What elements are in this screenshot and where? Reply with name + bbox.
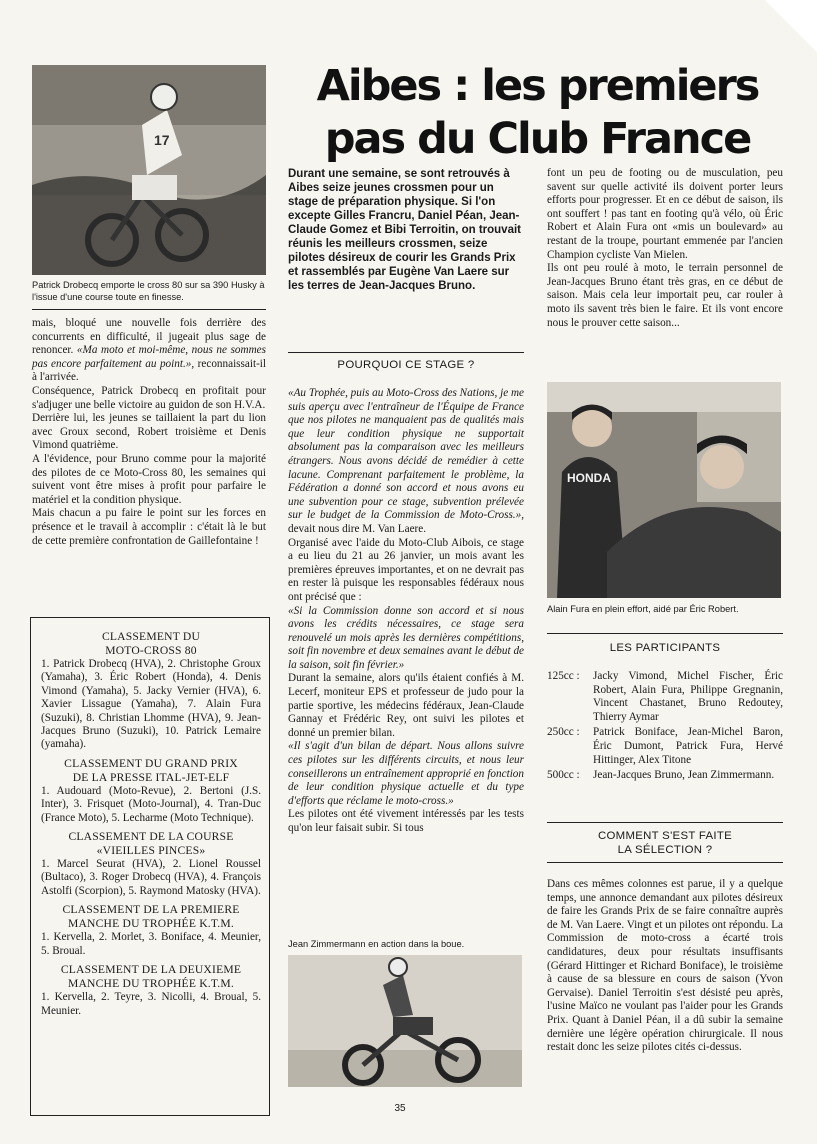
- col2-paragraph-4: Les pilotes ont été vivement intéressés par les tests qu'on leur faisait subir. Si tous: [288, 808, 524, 834]
- results-ktm-manche-2: [41, 963, 261, 1018]
- results-list: 1. Marcel Seurat (HVA), 2. Lionel Roussel (Bultaco), 3. Roger Drobecq (HVA), 4. François Astolfi (Scorpion), 5. Raymond Matosky (HVA).: [41, 858, 261, 897]
- col1-paragraph-5: Mais chacun a pu faire le point sur les forces en présence et le travail à accomplir : c'était là le but de cette première confrontation de Gaillefontaine !: [32, 507, 266, 547]
- photo-zimmermann-image: [288, 955, 522, 1087]
- results-list: 1. Patrick Drobecq (HVA), 2. Christophe Groux (Yamaha), 3. Éric Robert (Honda), 4. Denis Vimond (Yamaha), 5. Jacky Vernier (HVA), 6. Xavier Lissague (Yamaha), 7. Alain Fura (Suzuki), 8. Christian Lhomme (HVA), 9. Jean-Jacques Bruno (Suzuki), 10. Patrick Lemaire (yamaha).: [41, 658, 261, 751]
- results-grand-prix-presse: [41, 757, 261, 825]
- results-title-line-1: CLASSEMENT DE LA PREMIERE: [62, 903, 240, 917]
- column3-text-bottom: [547, 878, 783, 1055]
- stage-section-rule: [288, 352, 524, 353]
- participants-row-125: [547, 670, 783, 724]
- selection-section-heading-line-2: LA SÉLECTION ?: [617, 844, 713, 856]
- participants-section-heading: LES PARTICIPANTS: [609, 642, 721, 654]
- stage-section-heading: POURQUOI CE STAGE ?: [337, 359, 475, 371]
- col3-paragraph-3: Dans ces mêmes colonnes est parue, il y a quelque temps, une annonce demandant aux pilotes désireux de faire les Grands Prix de se faire connaître auprès de M. Van Laere. Vingt et un pilotes ont répondu. La Commission de moto-cross a écarté trois candidatures, deux pour résultats insuffisants (Gérard Hittinger et Richard Boniface), le troisième à cause de sa blessure en cours de saison (Yvon Gervaise). Daniel Terroitin s'est désisté peu après, l'usine Maïco ne voulant pas l'aider pour les Grands Prix. Quant à Daniel Péan, il a dû subir la semaine dernière une légère opération chirurgicale. Il nous restait donc les seize pilotes cités ci-dessus.: [547, 878, 783, 1054]
- col3-paragraph-1: font un peu de footing ou de musculation, peu savent sur quelle activité ils doivent porter leurs efforts pour progresser. Et en ce début de saison, ils ont souffert ! pas tant en footing qu'à vélo, où Éric Robert et Alain Fura ont «mis un boulevard» au restant de la troupe, pourtant emmenée par l'ancien Champion cycliste Van Mielen.: [547, 167, 783, 261]
- col2-quote-2: «Si la Commission donne son accord et si nous avons les crédits nécessaires, ce stage sera renouvelé un mois après les dernières compétitions, soit fin novembre et deux semaines avant le début de la saison, soit fin février.»: [288, 604, 524, 671]
- page-corner: [765, 0, 817, 52]
- photo-fura-robert-image: [547, 382, 781, 598]
- selection-section-rule: [547, 822, 783, 823]
- photo-drobecq-caption: Patrick Drobecq emporte le cross 80 sur sa 390 Husky à l'issue d'une course toute en finesse.: [32, 280, 265, 302]
- col2-paragraph-3: Durant la semaine, alors qu'ils étaient confiés à M. Lecerf, moniteur EPS et professeur de judo pour la partie sportive, les médecins fédéraux, Jean-Claude Gannay et Frédéric Rey, ont suivi les pilotes et donné un premier bilan.: [288, 672, 524, 739]
- participants-names: Jacky Vimond, Michel Fischer, Éric Robert, Alain Fura, Philippe Gregnanin, Vincent Chastanet, Bruno Redoutey, Thierry Aymar: [593, 670, 783, 723]
- results-title-line-2: MANCHE DU TROPHÉE K.T.M.: [67, 977, 235, 991]
- col3-paragraph-2: Ils ont peu roulé à moto, le terrain personnel de Jean-Jacques Bruno étant très gras, en ce début de saison. Mais cela leur importait peu, car rouler à moto ils savent très bien le faire. Et ils vont encore nous le prouver cette saison...: [547, 262, 783, 329]
- results-list: 1. Audouard (Moto-Revue), 2. Bertoni (J.S. Inter), 3. Frisquet (Moto-Journal), 4. Tran-Duc (France Moto), 5. Lecharme (Moto Technique).: [41, 784, 261, 824]
- col1-paragraph-3: Derrière lui, les jeunes se taillaient la part du lion avec Groux second, Robert troisième et Denis Vimond quatrième.: [32, 412, 266, 452]
- results-ktm-manche-1: [41, 903, 261, 958]
- results-vieilles-pinces: [41, 830, 261, 898]
- participants-names: Patrick Boniface, Jean-Michel Baron, Éric Dumont, Patrick Fura, Hervé Hittinger, Alex Titone: [593, 726, 783, 766]
- participants-category: 500cc :: [547, 769, 580, 782]
- participants-category: 125cc :: [547, 670, 580, 682]
- results-moto-cross-80: [41, 630, 261, 752]
- results-title-line-1: CLASSEMENT DU: [101, 630, 201, 643]
- selection-section-heading-line-1: COMMENT S'EST FAITE: [597, 830, 733, 842]
- participants-row-500: [547, 769, 783, 783]
- col1-paragraph-2: Conséquence, Patrick Drobecq en profitait pour s'adjuger une belle victoire au guidon de son H.V.A.: [32, 384, 266, 411]
- page-number: 35: [394, 1103, 406, 1114]
- article-intro: Durant une semaine, se sont retrouvés à Aibes seize jeunes crossmen pour un stage de préparation physique. Si l'on excepte Gilles Francru, Daniel Péan, Jean-Claude Gomez et Bibi Terroitin, on trouvait réunis les meilleurs crossmen, seize pilotes désireux de courir les Grands Prix et rassemblés par Eugène Van Laere sur les terres de Jean-Jacques Bruno.: [288, 168, 521, 292]
- participants-section-rule: [547, 633, 783, 634]
- results-title-line-1: CLASSEMENT DU GRAND PRIX: [64, 756, 238, 770]
- photo-fura-robert-caption: Alain Fura en plein effort, aidé par Éric Robert.: [547, 604, 739, 614]
- results-list: 1. Kervella, 2. Morlet, 3. Boniface, 4. Meunier, 5. Broual.: [41, 931, 261, 957]
- col1-paragraph-1: mais, bloqué une nouvelle fois derrière des concurrents en difficulté, il jugeait plus sage de renoncer. «Ma moto et moi-même, nous ne sommes pas encore parfaitement au point.», reconnaissait-il à l'arrivée.: [32, 317, 267, 384]
- results-title-line-1: CLASSEMENT DE LA DEUXIEME: [60, 963, 242, 977]
- results-title-line-2: MANCHE DU TROPHÉE K.T.M.: [67, 917, 235, 931]
- col2-quote-1: «Au Trophée, puis au Moto-Cross des Nations, je me suis aperçu avec l'entraîneur de l'Équipe de France que nos pilotes ne manquaient pas de qualités mais que leur condition physique ne supportait absolument pas la comparaison avec les meilleurs étrangers. Nous avons décidé de remédier à cette lacune. Comprenant parfaitement le problème, la Fédération a donné son accord et nous avons eu une subvention pour ce stage, subvention prélevée sur le budget de la Commission de Moto-Cross.», devait nous dire M. Van Laere.: [288, 387, 524, 535]
- col2-paragraph-2: Organisé avec l'aide du Moto-Club Aibois, ce stage a eu lieu du 21 au 26 janvier, un mois avant les premières épreuves importantes, et on ne devrait pas en rester là puisque les responsables fédéraux nous ont précisé que :: [288, 536, 524, 603]
- column3-text-top: [547, 167, 783, 330]
- photo-zimmermann: [288, 955, 522, 1087]
- photo-fura-robert: [547, 382, 781, 598]
- column1-top-rule: [32, 309, 266, 310]
- honda-shirt-logo: HONDA: [567, 471, 611, 485]
- results-title-line-2: DE LA PRESSE ITAL-JET-ELF: [72, 770, 230, 784]
- svg-text:17: 17: [154, 132, 170, 148]
- participants-list: [547, 670, 783, 783]
- participants-names: Jean-Jacques Bruno, Jean Zimmermann.: [593, 769, 775, 782]
- article-headline: Aibes : les premiers pas du Club France: [316, 61, 759, 164]
- col2-quote-3: «Il s'agit d'un bilan de départ. Nous allons suivre ces pilotes sur les différents circuits, et nous leur conseillerons un entraînement approprié en fonction de leur condition physique actuelle et du type d'efforts que réclame le moto-cross.»: [288, 740, 524, 807]
- selection-section-bottom-rule: [547, 862, 783, 863]
- photo-drobecq: [32, 65, 266, 275]
- results-list: 1. Kervella, 2. Teyre, 3. Nicolli, 4. Broual, 5. Meunier.: [41, 991, 261, 1017]
- photo-drobecq-image: [32, 65, 266, 275]
- results-box: [30, 617, 270, 1116]
- results-title-line-1: CLASSEMENT DE LA COURSE: [68, 830, 234, 844]
- column2-text: [288, 387, 524, 836]
- col1-paragraph-4: A l'évidence, pour Bruno comme pour la majorité des pilotes de ce Moto-Cross 80, les semaines qui suivent vont être mises à profit pour parfaire le matériel et la condition physique.: [32, 452, 266, 506]
- photo-zimmermann-caption: Jean Zimmermann en action dans la boue.: [288, 939, 465, 949]
- results-title-line-2: «VIEILLES PINCES»: [96, 844, 206, 858]
- column1-text: [32, 317, 266, 548]
- participants-category: 250cc :: [547, 726, 580, 739]
- participants-row-250: [547, 726, 783, 767]
- results-title-line-2: MOTO-CROSS 80: [105, 644, 197, 657]
